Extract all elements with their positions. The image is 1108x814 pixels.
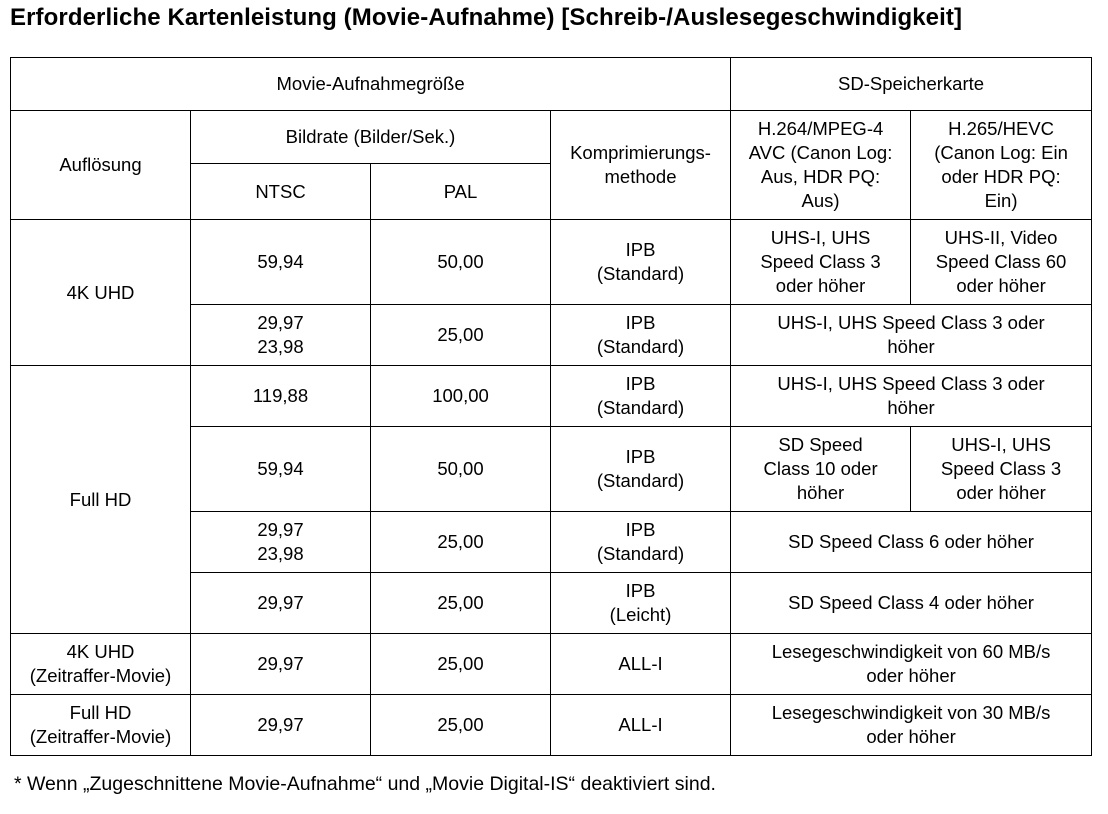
cell-pal: 25,00 (371, 695, 551, 756)
header-h265: H.265/HEVC (Canon Log: Ein oder HDR PQ: Ein) (911, 111, 1092, 220)
cell-compression: ALL-I (551, 695, 731, 756)
cell-ntsc: 29,97 23,98 (191, 512, 371, 573)
cell-card: UHS-I, UHS Speed Class 3 oder höher (731, 305, 1092, 366)
table-row (11, 366, 1092, 427)
header-movie-size: Movie-Aufnahmegröße (11, 58, 731, 111)
card-requirements-table (10, 57, 1092, 756)
cell-ntsc: 119,88 (191, 366, 371, 427)
cell-ntsc: 29,97 (191, 573, 371, 634)
cell-pal: 50,00 (371, 220, 551, 305)
cell-pal: 50,00 (371, 427, 551, 512)
cell-card: SD Speed Class 4 oder höher (731, 573, 1092, 634)
cell-ntsc: 29,97 (191, 634, 371, 695)
cell-h265-card: UHS-I, UHS Speed Class 3 oder höher (911, 427, 1092, 512)
cell-pal: 25,00 (371, 305, 551, 366)
group-4k-uhd-timelapse: 4K UHD (Zeitraffer-Movie) (11, 634, 191, 695)
group-full-hd: Full HD (11, 366, 191, 634)
header-h264: H.264/MPEG-4 AVC (Canon Log: Aus, HDR PQ: Aus) (731, 111, 911, 220)
cell-compression: IPB (Standard) (551, 305, 731, 366)
cell-ntsc: 59,94 (191, 427, 371, 512)
header-framerate: Bildrate (Bilder/Sek.) (191, 111, 551, 164)
footnote: * Wenn „Zugeschnittene Movie-Aufnahme“ und „Movie Digital-IS“ deaktiviert sind. (14, 773, 716, 795)
table-row (11, 634, 1092, 695)
cell-card: Lesegeschwindigkeit von 60 MB/s oder höher (731, 634, 1092, 695)
group-full-hd-timelapse: Full HD (Zeitraffer-Movie) (11, 695, 191, 756)
cell-pal: 25,00 (371, 512, 551, 573)
header-resolution: Auflösung (11, 111, 191, 220)
cell-card: Lesegeschwindigkeit von 30 MB/s oder höher (731, 695, 1092, 756)
cell-ntsc: 29,97 (191, 695, 371, 756)
table-header-row (11, 111, 1092, 164)
header-pal: PAL (371, 164, 551, 220)
cell-h264-card: UHS-I, UHS Speed Class 3 oder höher (731, 220, 911, 305)
cell-compression: IPB (Standard) (551, 220, 731, 305)
table-header-row (11, 58, 1092, 111)
cell-h264-card: SD Speed Class 10 oder höher (731, 427, 911, 512)
cell-pal: 100,00 (371, 366, 551, 427)
cell-pal: 25,00 (371, 573, 551, 634)
header-sd-card: SD-Speicherkarte (731, 58, 1092, 111)
cell-ntsc: 59,94 (191, 220, 371, 305)
table-row (11, 220, 1092, 305)
cell-card: UHS-I, UHS Speed Class 3 oder höher (731, 366, 1092, 427)
header-ntsc: NTSC (191, 164, 371, 220)
cell-compression: IPB (Standard) (551, 512, 731, 573)
cell-compression: IPB (Leicht) (551, 573, 731, 634)
cell-compression: ALL-I (551, 634, 731, 695)
cell-pal: 25,00 (371, 634, 551, 695)
group-4k-uhd: 4K UHD (11, 220, 191, 366)
header-compression: Komprimierungs- methode (551, 111, 731, 220)
cell-compression: IPB (Standard) (551, 366, 731, 427)
cell-compression: IPB (Standard) (551, 427, 731, 512)
cell-h265-card: UHS-II, Video Speed Class 60 oder höher (911, 220, 1092, 305)
cell-card: SD Speed Class 6 oder höher (731, 512, 1092, 573)
page-title: Erforderliche Kartenleistung (Movie-Aufnahme) [Schreib-/Auslesegeschwindigkeit] (10, 4, 963, 31)
table-row (11, 695, 1092, 756)
cell-ntsc: 29,97 23,98 (191, 305, 371, 366)
